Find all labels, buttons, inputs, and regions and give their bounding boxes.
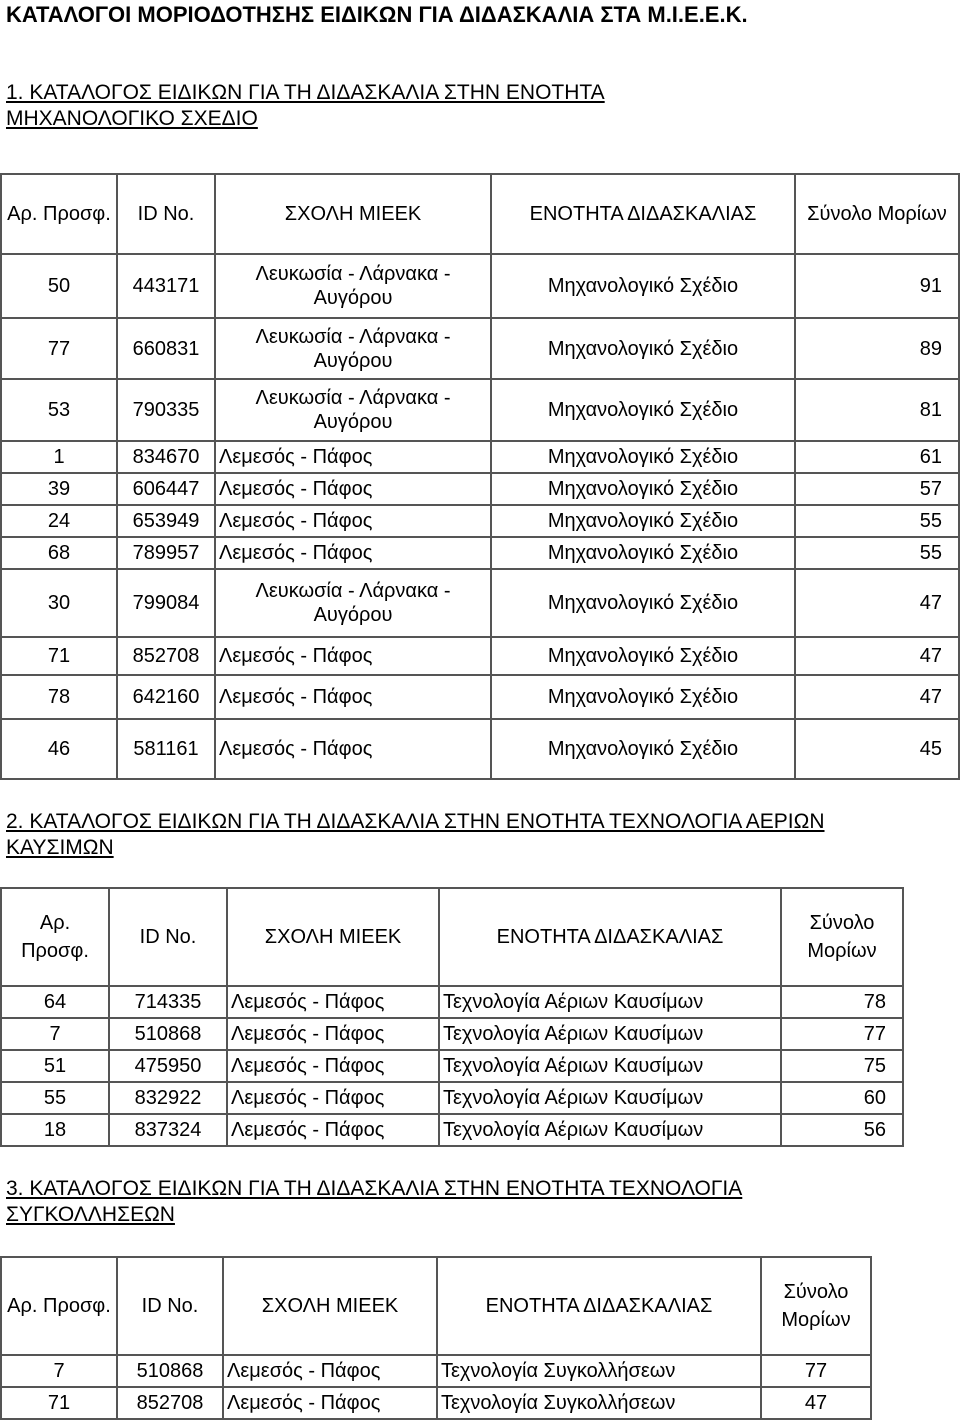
page-title: ΚΑΤΑΛΟΓΟΙ ΜΟΡΙΟΔΟΤΗΣΗΣ ΕΙΔΙΚΩΝ ΓΙΑ ΔΙΔΑΣΚΑΛΙΑ ΣΤΑ Μ.Ι.Ε.Ε.Κ. — [6, 2, 748, 27]
school-cell: Λεμεσός - Πάφος — [215, 537, 491, 569]
id-cell: 714335 — [109, 986, 227, 1018]
total-cell: 47 — [761, 1387, 871, 1419]
id-cell: 832922 — [109, 1082, 227, 1114]
rank-cell: 55 — [1, 1082, 109, 1114]
unit-cell: Μηχανολογικό Σχέδιο — [491, 637, 795, 675]
table-row — [1, 473, 959, 505]
unit-cell: Μηχανολογικό Σχέδιο — [491, 505, 795, 537]
school-cell: Λεμεσός - Πάφος — [223, 1387, 437, 1419]
school-cell: Λεμεσός - Πάφος — [227, 1050, 439, 1082]
id-cell: 799084 — [117, 569, 215, 637]
id-cell: 443171 — [117, 254, 215, 318]
unit-cell: Τεχνολογία Αέριων Καυσίμων — [439, 1082, 781, 1114]
unit-cell: Μηχανολογικό Σχέδιο — [491, 379, 795, 441]
rank-cell: 39 — [1, 473, 117, 505]
header-school: ΣΧΟΛΗ ΜΙΕΕΚ — [223, 1257, 437, 1355]
school-cell: Λευκωσία - Λάρνακα - Αυγόρου — [215, 569, 491, 637]
school-cell: Λεμεσός - Πάφος — [227, 1114, 439, 1146]
unit-cell: Μηχανολογικό Σχέδιο — [491, 473, 795, 505]
school-cell: Λευκωσία - Λάρνακα - Αυγόρου — [215, 379, 491, 441]
total-cell: 47 — [795, 569, 959, 637]
rank-cell: 78 — [1, 675, 117, 719]
total-cell: 81 — [795, 379, 959, 441]
unit-cell: Μηχανολογικό Σχέδιο — [491, 537, 795, 569]
header-unit: ΕΝΟΤΗΤΑ ΔΙΔΑΣΚΑΛΙΑΣ — [437, 1257, 761, 1355]
header-id: ID No. — [117, 1257, 223, 1355]
table-row — [1, 719, 959, 779]
table-row — [1, 537, 959, 569]
table-row — [1, 441, 959, 473]
table-header-row — [1, 174, 959, 254]
total-cell: 61 — [795, 441, 959, 473]
unit-cell: Μηχανολογικό Σχέδιο — [491, 254, 795, 318]
table-row — [1, 1387, 871, 1419]
school-cell: Λεμεσός - Πάφος — [227, 986, 439, 1018]
school-cell: Λεμεσός - Πάφος — [227, 1082, 439, 1114]
section-3-table — [0, 1256, 872, 1420]
school-cell: Λεμεσός - Πάφος — [215, 675, 491, 719]
total-cell: 78 — [781, 986, 903, 1018]
school-cell: Λεμεσός - Πάφος — [215, 505, 491, 537]
header-rank: Αρ. Προσφ. — [1, 888, 109, 986]
rank-cell: 7 — [1, 1018, 109, 1050]
unit-cell: Μηχανολογικό Σχέδιο — [491, 719, 795, 779]
section-1-table — [0, 173, 960, 780]
table-row — [1, 505, 959, 537]
unit-cell: Τεχνολογία Αέριων Καυσίμων — [439, 1114, 781, 1146]
id-cell: 510868 — [117, 1355, 223, 1387]
table-header-row — [1, 888, 903, 986]
school-cell: Λεμεσός - Πάφος — [227, 1018, 439, 1050]
section-3-title: 3. ΚΑΤΑΛΟΓΟΣ ΕΙΔΙΚΩΝ ΓΙΑ ΤΗ ΔΙΔΑΣΚΑΛΙΑ ΣΤΗΝ ΕΝΟΤΗΤΑ ΤΕΧΝΟΛΟΓΙΑ ΣΥΓΚΟΛΛΗΣΕΩΝ — [6, 1177, 743, 1226]
total-cell: 89 — [795, 318, 959, 379]
school-cell: Λευκωσία - Λάρνακα - Αυγόρου — [215, 318, 491, 379]
rank-cell: 50 — [1, 254, 117, 318]
unit-cell: Τεχνολογία Συγκολλήσεων — [437, 1387, 761, 1419]
table-row — [1, 1050, 903, 1082]
rank-cell: 51 — [1, 1050, 109, 1082]
id-cell: 837324 — [109, 1114, 227, 1146]
rank-cell: 18 — [1, 1114, 109, 1146]
table-row — [1, 1082, 903, 1114]
rank-cell: 46 — [1, 719, 117, 779]
table-row — [1, 1355, 871, 1387]
table-row — [1, 318, 959, 379]
total-cell: 60 — [781, 1082, 903, 1114]
total-cell: 77 — [781, 1018, 903, 1050]
header-total: Σύνολο Μορίων — [781, 888, 903, 986]
school-cell: Λεμεσός - Πάφος — [215, 441, 491, 473]
rank-cell: 71 — [1, 1387, 117, 1419]
total-cell: 45 — [795, 719, 959, 779]
table-header-row — [1, 1257, 871, 1355]
total-cell: 47 — [795, 675, 959, 719]
rank-cell: 24 — [1, 505, 117, 537]
rank-cell: 77 — [1, 318, 117, 379]
id-cell: 653949 — [117, 505, 215, 537]
id-cell: 606447 — [117, 473, 215, 505]
header-total: Σύνολο Μορίων — [795, 174, 959, 254]
section-1-title: 1. ΚΑΤΑΛΟΓΟΣ ΕΙΔΙΚΩΝ ΓΙΑ ΤΗ ΔΙΔΑΣΚΑΛΙΑ ΣΤΗΝ ΕΝΟΤΗΤΑ ΜΗΧΑΝΟΛΟΓΙΚΟ ΣΧΕΔΙΟ — [6, 81, 605, 130]
header-school: ΣΧΟΛΗ ΜΙΕΕΚ — [215, 174, 491, 254]
table-row — [1, 1114, 903, 1146]
total-cell: 56 — [781, 1114, 903, 1146]
total-cell: 47 — [795, 637, 959, 675]
id-cell: 642160 — [117, 675, 215, 719]
id-cell: 510868 — [109, 1018, 227, 1050]
header-id: ID No. — [109, 888, 227, 986]
rank-cell: 30 — [1, 569, 117, 637]
header-school: ΣΧΟΛΗ ΜΙΕΕΚ — [227, 888, 439, 986]
school-cell: Λεμεσός - Πάφος — [215, 719, 491, 779]
id-cell: 790335 — [117, 379, 215, 441]
table-row — [1, 637, 959, 675]
rank-cell: 53 — [1, 379, 117, 441]
header-id: ID No. — [117, 174, 215, 254]
table-row — [1, 986, 903, 1018]
unit-cell: Τεχνολογία Αέριων Καυσίμων — [439, 986, 781, 1018]
total-cell: 55 — [795, 505, 959, 537]
total-cell: 75 — [781, 1050, 903, 1082]
total-cell: 55 — [795, 537, 959, 569]
unit-cell: Τεχνολογία Αέριων Καυσίμων — [439, 1050, 781, 1082]
id-cell: 852708 — [117, 637, 215, 675]
id-cell: 789957 — [117, 537, 215, 569]
unit-cell: Μηχανολογικό Σχέδιο — [491, 318, 795, 379]
table-row — [1, 379, 959, 441]
id-cell: 475950 — [109, 1050, 227, 1082]
unit-cell: Τεχνολογία Συγκολλήσεων — [437, 1355, 761, 1387]
table-row — [1, 254, 959, 318]
table-row — [1, 569, 959, 637]
rank-cell: 68 — [1, 537, 117, 569]
id-cell: 834670 — [117, 441, 215, 473]
total-cell: 91 — [795, 254, 959, 318]
unit-cell: Μηχανολογικό Σχέδιο — [491, 675, 795, 719]
school-cell: Λεμεσός - Πάφος — [215, 473, 491, 505]
rank-cell: 7 — [1, 1355, 117, 1387]
unit-cell: Τεχνολογία Αέριων Καυσίμων — [439, 1018, 781, 1050]
id-cell: 660831 — [117, 318, 215, 379]
school-cell: Λεμεσός - Πάφος — [215, 637, 491, 675]
rank-cell: 64 — [1, 986, 109, 1018]
unit-cell: Μηχανολογικό Σχέδιο — [491, 441, 795, 473]
total-cell: 77 — [761, 1355, 871, 1387]
section-2-title: 2. ΚΑΤΑΛΟΓΟΣ ΕΙΔΙΚΩΝ ΓΙΑ ΤΗ ΔΙΔΑΣΚΑΛΙΑ ΣΤΗΝ ΕΝΟΤΗΤΑ ΤΕΧΝΟΛΟΓΙΑ ΑΕΡΙΩΝ ΚΑΥΣΙΜΩΝ — [6, 810, 825, 859]
rank-cell: 71 — [1, 637, 117, 675]
header-total: Σύνολο Μορίων — [761, 1257, 871, 1355]
section-2-table — [0, 887, 904, 1147]
header-rank: Αρ. Προσφ. — [1, 174, 117, 254]
id-cell: 852708 — [117, 1387, 223, 1419]
table-row — [1, 1018, 903, 1050]
header-unit: ΕΝΟΤΗΤΑ ΔΙΔΑΣΚΑΛΙΑΣ — [491, 174, 795, 254]
table-row — [1, 675, 959, 719]
unit-cell: Μηχανολογικό Σχέδιο — [491, 569, 795, 637]
rank-cell: 1 — [1, 441, 117, 473]
school-cell: Λεμεσός - Πάφος — [223, 1355, 437, 1387]
id-cell: 581161 — [117, 719, 215, 779]
header-rank: Αρ. Προσφ. — [1, 1257, 117, 1355]
header-unit: ΕΝΟΤΗΤΑ ΔΙΔΑΣΚΑΛΙΑΣ — [439, 888, 781, 986]
total-cell: 57 — [795, 473, 959, 505]
school-cell: Λευκωσία - Λάρνακα - Αυγόρου — [215, 254, 491, 318]
